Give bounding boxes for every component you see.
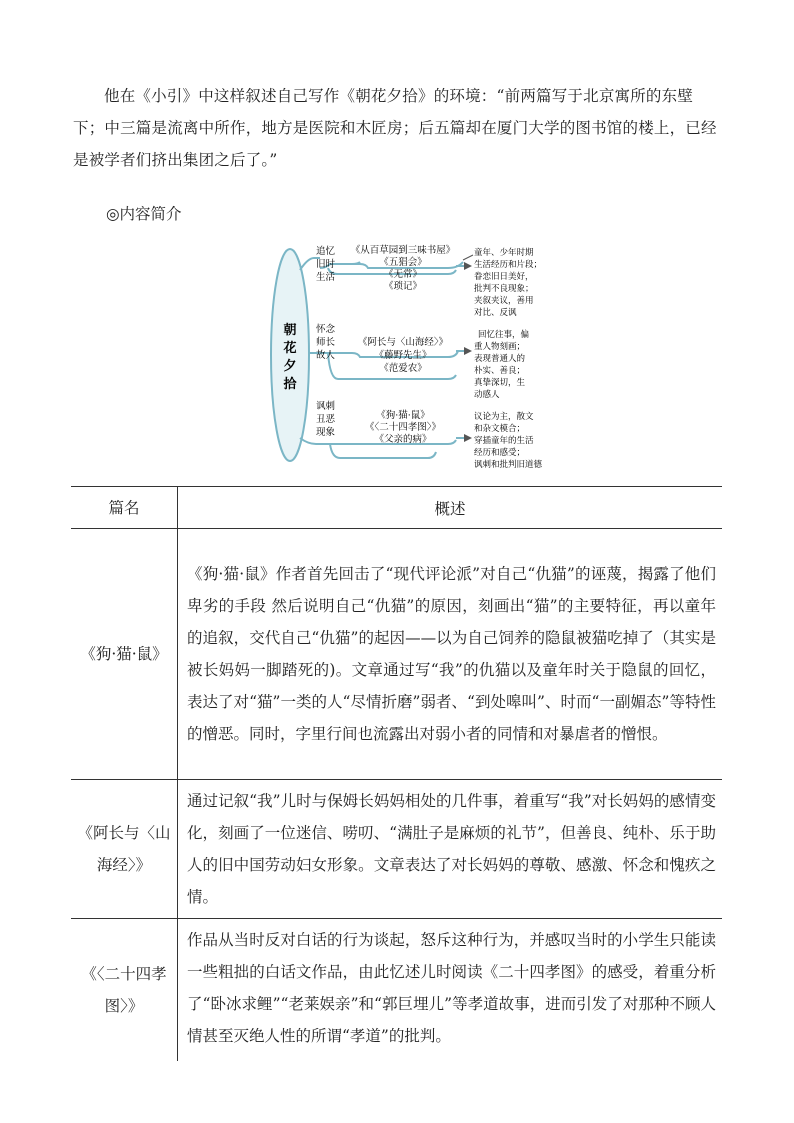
table-row <box>71 529 722 780</box>
center-char: 夕 <box>283 359 297 374</box>
work-title: 《父亲的病》 <box>374 434 432 445</box>
note-text: 表现普通人的 <box>474 354 526 364</box>
note-text: 生活经历和片段； <box>474 260 543 270</box>
theme-label: 丑恶 <box>316 414 336 425</box>
note-text: 经历和感受； <box>474 448 526 458</box>
theme-label: 旧时 <box>316 259 336 270</box>
note-text: 批判不良现象； <box>474 284 534 294</box>
theme-label: 故人 <box>316 350 336 361</box>
work-title: 《藤野先生》 <box>374 350 432 361</box>
work-title: 《无常》 <box>383 269 423 280</box>
note-text: 议论为主，散文 <box>474 412 534 422</box>
note-text: 童年、少年时期 <box>474 248 534 258</box>
note-text: 夹叙夹议，善用 <box>474 296 534 306</box>
work-name-cell: 《狗·猫·鼠》 <box>71 529 178 780</box>
work-summary-cell: 通过记叙“我”儿时与保姆长妈妈相处的几件事，着重写“我”对长妈妈的感情变化，刻画了一位迷信、唠叨、“满肚子是麻烦的礼节”，但善良、纯朴、乐于助人的旧中国劳动妇女形象。文章表达了对长妈妈的尊敬、感激、怀念和愧疚之情。 <box>178 780 723 919</box>
work-title: 《阿长与〈山海经〉》 <box>357 337 449 348</box>
table-header-row <box>71 487 722 529</box>
work-title: 《琐记》 <box>383 281 423 292</box>
center-char: 花 <box>283 341 297 356</box>
note-text: 和杂文模合； <box>474 424 526 434</box>
theme-label: 追忆 <box>316 246 336 257</box>
summary-table <box>71 486 722 1061</box>
header-title: 篇名 <box>71 487 178 529</box>
center-char: 拾 <box>283 377 297 392</box>
content-diagram <box>268 238 568 478</box>
theme-label: 讽刺 <box>316 401 336 412</box>
theme-label: 怀念 <box>316 324 336 335</box>
table-row <box>71 919 722 1062</box>
note-text: 回忆往事，偏 <box>478 330 530 340</box>
work-title: 《狗·猫·鼠》 <box>376 410 430 421</box>
note-text: 讽刺和批判旧道德 <box>474 460 543 470</box>
intro-paragraph <box>73 80 723 176</box>
theme-label: 现象 <box>316 427 336 438</box>
note-text: 对比、反讽 <box>474 308 517 318</box>
note-text: 真挚深切，生 <box>474 378 526 388</box>
note-text: 眷恋旧日美好， <box>474 272 534 282</box>
theme-label: 生活 <box>316 272 336 283</box>
work-summary-cell: 作品从当时反对白话的行为谈起，怒斥这种行为，并感叹当时的小学生只能读一些粗拙的白话文作品，由此忆述儿时阅读《二十四孝图》的感受，着重分析了“卧冰求鲤”“老莱娱亲”和“郭巨埋儿”等孝道故事，进而引发了对那种不顾人情甚至灭绝人性的所谓“孝道”的批判。 <box>178 919 723 1062</box>
work-title: 《〈二十四孝图〉》 <box>364 422 442 433</box>
work-title: 《从百草园到三味书屋》 <box>350 245 456 256</box>
work-summary-cell: 《狗·猫·鼠》作者首先回击了“现代评论派”对自己“仇猫”的诬蔑，揭露了他们卑劣的手段 然后说明自己“仇猫”的原因，刻画出“猫”的主要特征，再以童年的追叙，交代自己“仇猫”的起因——以为自己饲养的隐鼠被猫吃掉了（其实是被长妈妈一脚踏死的)。文章通过写“我”的仇猫以及童年时关于隐鼠的回忆，表达了对“猫”一类的人“尽情折磨”弱者、“到处嗥叫”、时而“一副媚态”等特性的憎恶。同时，字里行间也流露出对弱小者的同情和对暴虐者的憎恨。 <box>178 529 723 780</box>
note-text: 重人物刻画； <box>474 342 526 352</box>
note-text: 动感人 <box>474 390 500 400</box>
work-title: 《范爱农》 <box>379 363 427 374</box>
note-text: 穿插童年的生活 <box>474 436 534 446</box>
work-title: 《五猖会》 <box>379 257 427 268</box>
header-summary: 概述 <box>178 487 723 529</box>
intro-text: 他在《小引》中这样叙述自己写作《朝花夕拾》的环境：“前两篇写于北京寓所的东壁下；中三篇是流离中所作，地方是医院和木匠房；后五篇却在厦门大学的图书馆的楼上，已经是被学者们挤出集团之后了。” <box>73 87 717 169</box>
work-name-cell: 《阿长与〈山海经〉》 <box>71 780 178 919</box>
note-text: 朴实、善良； <box>474 366 526 376</box>
theme-label: 师长 <box>316 337 336 348</box>
work-name-cell: 《〈二十四孝图〉》 <box>71 919 178 1062</box>
section-title: ◎内容简介 <box>106 205 182 223</box>
center-char: 朝 <box>283 323 297 338</box>
table-row <box>71 780 722 919</box>
